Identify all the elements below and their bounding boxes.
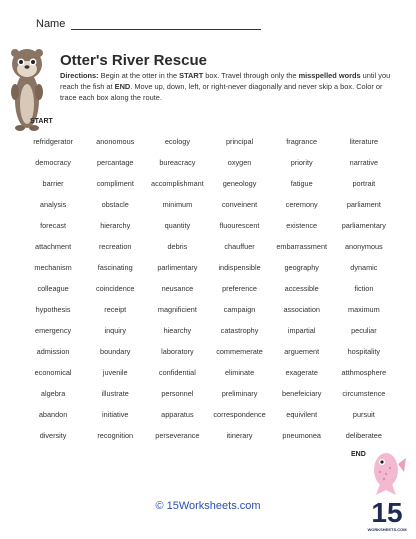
grid-cell: inquiry [104, 326, 126, 335]
logo-word: WORKSHEETS.COM [367, 527, 407, 532]
grid-row [22, 173, 395, 194]
grid-cell: coincidence [95, 284, 135, 293]
grid-cell: commemerate [216, 347, 263, 356]
grid-cell: priority [290, 158, 313, 167]
grid-cell: peculiar [351, 326, 377, 335]
grid-cell: principal [225, 137, 254, 146]
grid-cell: confidential [158, 368, 196, 377]
directions-end-word: END [114, 82, 131, 91]
grid-cell: diversity [39, 431, 67, 440]
grid-cell: percantage [96, 158, 134, 167]
grid-cell: colleague [37, 284, 69, 293]
name-line [71, 19, 261, 30]
grid-cell: hiearchy [163, 326, 192, 335]
grid-cell: preference [222, 284, 257, 293]
grid-cell: pursuit [352, 410, 375, 419]
grid-cell: hierarchy [100, 221, 131, 230]
grid-cell: association [283, 305, 320, 314]
grid-row [22, 278, 395, 299]
grid-cell: mechanism [34, 263, 72, 272]
grid-cell: analysis [39, 200, 67, 209]
grid-cell: forecast [40, 221, 67, 230]
directions-start-word: START [179, 71, 204, 80]
grid-cell: illustrate [101, 389, 129, 398]
grid-cell: chauffuer [224, 242, 255, 251]
directions-part: . Move up, down, left, or right-never diagonally and never skip a box. Color or trace each box along the route. [60, 82, 383, 102]
directions-label: Directions: [60, 71, 99, 80]
grid-cell: barrier [42, 179, 64, 188]
grid-cell: preliminary [221, 389, 258, 398]
grid-row [22, 131, 395, 152]
grid-cell: indispensible [218, 263, 261, 272]
grid-cell: recognition [97, 431, 134, 440]
grid-cell: obstacle [101, 200, 129, 209]
grid-cell: correspondence [213, 410, 266, 419]
grid-cell: eliminate [224, 368, 255, 377]
grid-cell: compliment [96, 179, 134, 188]
directions-part: until you reach the fish at [60, 71, 391, 91]
grid-cell: conveinent [221, 200, 258, 209]
worksheets-logo [367, 494, 407, 534]
grid-cell: minimum [162, 200, 193, 209]
grid-cell: admission [36, 347, 70, 356]
grid-cell: anonymous [344, 242, 383, 251]
grid-row [22, 341, 395, 362]
grid-cell: emergency [35, 326, 72, 335]
grid-cell: pneumonea [282, 431, 321, 440]
grid-cell: abandon [38, 410, 68, 419]
grid-cell: ecology [164, 137, 190, 146]
grid-cell: dynamic [350, 263, 378, 272]
name-field [36, 18, 261, 30]
grid-cell: fiction [354, 284, 374, 293]
grid-cell: refridgerator [33, 137, 73, 146]
grid-cell: accomplishmant [151, 179, 204, 188]
start-label: START [30, 118, 53, 125]
grid-cell: laboratory [161, 347, 194, 356]
logo-number: 15 [371, 497, 403, 528]
grid-row [22, 152, 395, 173]
grid-cell: narrative [349, 158, 379, 167]
grid-cell: embarrassment [276, 242, 328, 251]
grid-cell: geography [284, 263, 319, 272]
grid-cell: receipt [104, 305, 127, 314]
grid-cell: parliamentary [341, 221, 386, 230]
grid-cell: campaign [223, 305, 256, 314]
grid-cell: existence [286, 221, 318, 230]
grid-cell: algebra [40, 389, 66, 398]
grid-row [22, 383, 395, 404]
grid-cell: circumstence [342, 389, 386, 398]
grid-cell: debris [167, 242, 188, 251]
grid-row [22, 362, 395, 383]
grid-cell: hospitality [347, 347, 381, 356]
directions-part: Begin at the otter in the [98, 71, 180, 80]
grid-cell: bureacracy [159, 158, 196, 167]
grid-cell: impartial [287, 326, 316, 335]
directions-misspelled-word: misspelled words [298, 71, 361, 80]
directions-text [60, 70, 400, 103]
grid-cell: oxygen [227, 158, 252, 167]
grid-cell: geneology [222, 179, 257, 188]
grid-cell: atthmosphere [341, 368, 387, 377]
grid-cell: democracy [35, 158, 71, 167]
grid-cell: fragrance [286, 137, 318, 146]
grid-cell: recreation [99, 242, 132, 251]
grid-cell: exagerate [285, 368, 318, 377]
grid-cell: literature [349, 137, 379, 146]
grid-cell: catastrophy [220, 326, 259, 335]
page-title: Otter's River Rescue [60, 52, 207, 69]
grid-cell: benefeiciary [282, 389, 322, 398]
grid-cell: parliament [346, 200, 381, 209]
grid-cell: deliberatee [345, 431, 382, 440]
grid-row [22, 194, 395, 215]
grid-cell: neusance [161, 284, 194, 293]
grid-cell: attachment [35, 242, 72, 251]
grid-row [22, 320, 395, 341]
grid-cell: magnificient [157, 305, 197, 314]
grid-cell: equivilent [286, 410, 318, 419]
fish-icon [366, 446, 408, 496]
grid-cell: itinerary [226, 431, 253, 440]
grid-cell: parlimentary [157, 263, 198, 272]
grid-cell: fascinating [97, 263, 133, 272]
grid-cell: accessible [284, 284, 319, 293]
grid-cell: initiative [102, 410, 129, 419]
grid-row [22, 215, 395, 236]
grid-cell: quantity [164, 221, 191, 230]
grid-cell: portrait [352, 179, 376, 188]
grid-row [22, 257, 395, 278]
grid-row [22, 404, 395, 425]
end-label: END [351, 451, 366, 458]
grid-cell: boundary [100, 347, 131, 356]
grid-cell: fluourescent [219, 221, 260, 230]
grid-cell: arguement [284, 347, 320, 356]
grid-cell: perseverance [155, 431, 200, 440]
name-label: Name [36, 18, 66, 30]
grid-row [22, 236, 395, 257]
word-maze-grid [22, 131, 395, 446]
grid-row [22, 425, 395, 446]
copyright-link[interactable]: © 15Worksheets.com [155, 500, 261, 512]
grid-cell: maximum [348, 305, 380, 314]
directions-part: box. Travel through only the [203, 71, 299, 80]
grid-cell: ceremony [285, 200, 318, 209]
grid-cell: fatigue [290, 179, 313, 188]
grid-cell: hypothesis [35, 305, 71, 314]
grid-cell: anonomous [96, 137, 135, 146]
grid-cell: juvenile [102, 368, 128, 377]
grid-row [22, 299, 395, 320]
grid-cell: economical [34, 368, 72, 377]
grid-cell: personnel [161, 389, 194, 398]
grid-cell: apparatus [161, 410, 194, 419]
